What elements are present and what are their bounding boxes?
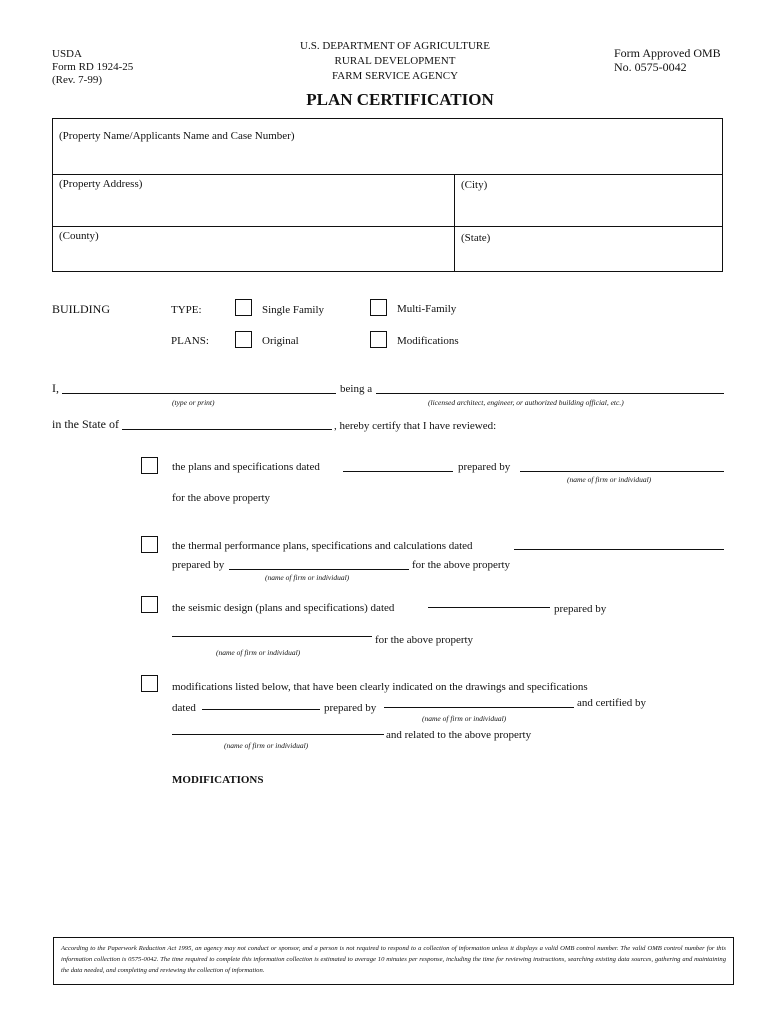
omb-number: No. 0575-0042 (614, 60, 687, 74)
city-field[interactable]: (City) (461, 179, 488, 191)
agency-subname: FARM SERVICE AGENCY (331, 70, 459, 82)
thermal-text: the thermal performance plans, specifications and calculations dated (172, 540, 473, 552)
paperwork-notice: According to the Paperwork Reduction Act 1995, an agency may not conduct or sponsor, and a person is not required to respond to a collection of information unless it displays a valid OMB control number. The valid OMB control number for this information collection is 0575-0042. The time required to complete this information collection is estimated to average 10 minutes per response, including the time for reviewing instructions, searching existing data sources, gathering and maintaining the data needed, and completing and reviewing the collection of information. (61, 945, 726, 974)
divider (52, 226, 723, 227)
plans-checkbox[interactable] (141, 457, 158, 474)
property-address-field[interactable]: (Property Address) (59, 178, 143, 190)
i-label: I, (52, 381, 59, 395)
seismic-for-property: for the above property (375, 634, 474, 646)
modifications-heading: MODIFICATIONS (172, 774, 264, 786)
plans-prepared-by-label: prepared by (458, 461, 511, 473)
divider (454, 175, 455, 271)
seismic-checkbox[interactable] (141, 596, 158, 613)
thermal-firm-hint: (name of firm or individual) (265, 573, 350, 582)
county-field[interactable]: (County) (59, 230, 99, 242)
seismic-date-field[interactable] (428, 607, 550, 608)
type-label: TYPE: (171, 304, 202, 316)
department-name: U.S. DEPARTMENT OF AGRICULTURE (300, 40, 490, 52)
modifications-preparer-field[interactable] (384, 707, 574, 708)
modifications-certifier-field[interactable] (172, 734, 384, 735)
modifications-checkbox[interactable] (370, 331, 387, 348)
plans-firm-field[interactable] (520, 471, 724, 472)
original-checkbox[interactable] (235, 331, 252, 348)
modifications-item-checkbox[interactable] (141, 675, 158, 692)
state-field[interactable]: (State) (461, 232, 491, 244)
seismic-firm-field[interactable] (172, 636, 372, 637)
single-family-label: Single Family (262, 304, 325, 316)
plans-for-property: for the above property (172, 492, 271, 504)
hereby-certify-text: , hereby certify that I have reviewed: (334, 420, 497, 432)
certify-state-field[interactable] (122, 429, 332, 430)
agency-block (52, 48, 133, 87)
type-or-print-hint: (type or print) (172, 398, 215, 407)
multi-family-checkbox[interactable] (370, 299, 387, 316)
modifications-dated-label: dated (172, 702, 196, 714)
plans-label: PLANS: (171, 335, 209, 347)
multi-family-label: Multi-Family (397, 303, 457, 315)
division-name: RURAL DEVELOPMENT (334, 55, 456, 67)
thermal-checkbox[interactable] (141, 536, 158, 553)
modifications-firm-hint-1: (name of firm or individual) (422, 714, 507, 723)
thermal-firm-field[interactable] (229, 569, 409, 570)
single-family-checkbox[interactable] (235, 299, 252, 316)
department-block (245, 39, 545, 84)
being-a-label: being a (340, 383, 373, 395)
page-title: PLAN CERTIFICATION (306, 90, 494, 109)
original-label: Original (262, 335, 299, 347)
divider (52, 174, 723, 175)
agency-name: USDA (52, 48, 82, 60)
modifications-item-text: modifications listed below, that have been clearly indicated on the drawings and specifications (172, 681, 588, 693)
modifications-label: Modifications (397, 335, 459, 347)
omb-block (614, 46, 721, 74)
modifications-prepared-by-label: prepared by (324, 702, 377, 714)
plans-firm-hint: (name of firm or individual) (567, 475, 652, 484)
seismic-firm-hint: (name of firm or individual) (216, 648, 301, 657)
plans-date-field[interactable] (343, 471, 453, 472)
certifier-title-field[interactable] (376, 393, 724, 394)
building-label: BUILDING (52, 302, 110, 316)
modifications-firm-hint-2: (name of firm or individual) (224, 741, 309, 750)
omb-approval: Form Approved OMB (614, 46, 721, 60)
form-revision: (Rev. 7-99) (52, 74, 102, 86)
plans-text: the plans and specifications dated (172, 461, 320, 473)
licensed-hint: (licensed architect, engineer, or authorized building official, etc.) (428, 398, 624, 407)
thermal-for-property: for the above property (412, 559, 511, 571)
seismic-prepared-by-label: prepared by (554, 603, 607, 615)
state-of-label: in the State of (52, 417, 119, 431)
seismic-text: the seismic design (plans and specifications) dated (172, 602, 395, 614)
thermal-prepared-by-label: prepared by (172, 559, 225, 571)
certifier-name-field[interactable] (62, 393, 336, 394)
modifications-related-text: and related to the above property (386, 729, 532, 741)
thermal-date-field[interactable] (514, 549, 724, 550)
modifications-certified-by-label: and certified by (577, 697, 647, 709)
modifications-date-field[interactable] (202, 709, 320, 710)
form-number: Form RD 1924-25 (52, 61, 134, 73)
property-name-field[interactable]: (Property Name/Applicants Name and Case Number) (59, 130, 295, 142)
